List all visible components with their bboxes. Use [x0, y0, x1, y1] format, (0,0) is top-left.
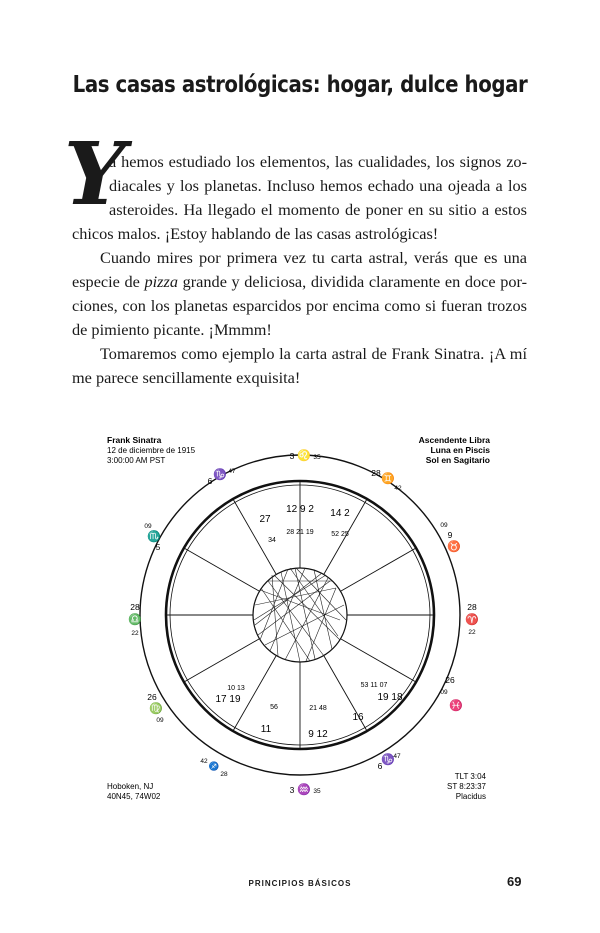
planets-bottom-right-mins: 53 11 07 [360, 682, 388, 689]
house-line [341, 548, 416, 591]
chart-date: 12 de diciembre de 1915 [107, 446, 196, 455]
cusp-leftlower-min: 09 [156, 717, 164, 724]
paragraph-1-line-1: a hemos estudiado los elementos, las cualidades, los signos zo- [109, 152, 527, 171]
planets-bottom-center-2: 9 12 [308, 729, 328, 740]
planet-placements [215, 504, 402, 740]
paragraph-2-line-2-start: especie de [72, 272, 145, 291]
cusp-rightlower-min: 09 [440, 689, 448, 696]
planets-top-center-mins: 28 21 19 [286, 529, 314, 536]
house-line [184, 548, 259, 591]
cusp-top-min: 35 [313, 454, 321, 461]
cusp-leftupper-sign: ♏ [147, 531, 161, 543]
aspect-line [260, 590, 340, 620]
paragraph-3-line-2: me parece sencillamente exquisita! [72, 368, 301, 387]
planets-bottom-right: 19 18 [377, 692, 403, 703]
chart-name: Frank Sinatra [107, 435, 162, 445]
cusp-rightupper-sign: ♉ [447, 541, 461, 553]
cusp-leftupper-deg: 5 [155, 542, 161, 552]
planets-top-right-mins: 52 25 [331, 531, 349, 538]
cusp-leftlower-deg: 26 [147, 692, 157, 702]
cusp-leftupper-min: 09 [144, 523, 152, 530]
pizza-emphasis: pizza [144, 272, 178, 291]
aspect-line [285, 578, 328, 660]
cusp-topleft-deg: 6 [207, 476, 213, 486]
planets-bottom-center: 21 48 [309, 705, 327, 712]
cusp-right-sign: ♈ [465, 614, 479, 626]
cusp-bottomleft-min: 42 [200, 758, 208, 765]
paragraph-2-line-2 [72, 271, 527, 293]
aspect-lines [254, 568, 346, 662]
planets-bottom-right-side: 16 [352, 712, 364, 723]
cusp-topleft-min: 47 [228, 468, 236, 475]
cusp-right-min: 22 [468, 629, 476, 636]
chart-tlt: TLT 3:04 [454, 772, 486, 781]
cusp-left-min: 22 [131, 630, 139, 637]
planets-bottom-left-mins: 10 13 [227, 685, 245, 692]
cusp-topright-sign: ♊ [381, 473, 395, 485]
house-lines [166, 481, 434, 749]
cusp-topright-min: 42 [394, 485, 402, 492]
chart-place: Hoboken, NJ [107, 782, 154, 791]
cusp-top-deg: 3 [289, 451, 295, 461]
cusp-left-deg: 28 [130, 602, 140, 612]
planets-bottom-mid: 11 [260, 724, 272, 735]
cusp-rightlower-sign: ♓ [449, 700, 463, 712]
aspect-line [258, 581, 330, 635]
cusp-top-sign: ♌ [297, 450, 311, 462]
cusp-bottom-sign: ♒ [297, 784, 311, 796]
cusp-topleft-sign: ♑ [213, 469, 227, 481]
cusp-leftlower-sign: ♍ [149, 703, 163, 715]
chart-moon: Luna en Piscis [430, 445, 490, 455]
sign-cusps [128, 449, 479, 796]
aspect-line [281, 572, 300, 662]
chart-system: Placidus [455, 792, 486, 801]
paragraph-1-line-4: chicos malos. ¡Estoy hablando de las casas astrológicas! [72, 224, 439, 243]
paragraph-2-line-2-end: grande y deliciosa, dividida claramente en doce por- [178, 272, 527, 291]
cusp-rightlower-deg: 26 [445, 675, 455, 685]
cusp-bottomright-sign: ♑ [381, 754, 395, 766]
paragraph-2-line-3: ciones, con los planetas esparcidos por encima como si fueran trozos [72, 296, 527, 315]
cusp-bottom-min: 35 [313, 788, 321, 795]
paragraph-1-line-3: asteroides. Ha llegado el momento de poner en su sitio a estos [109, 200, 527, 219]
planets-top-left: 27 [259, 514, 271, 525]
natal-chart [100, 430, 500, 810]
paragraph-1-line-2: diacales y los planetas. Incluso hemos echado una ojeada a los [109, 176, 527, 195]
house-line [341, 639, 416, 682]
house-line [184, 639, 259, 682]
cusp-right-deg: 28 [467, 602, 477, 612]
planets-top-center: 12 9 2 [286, 504, 314, 515]
cusp-left-sign: ♎ [128, 614, 142, 626]
cusp-topright-deg: 28 [371, 468, 381, 478]
cusp-bottom-deg: 3 [289, 785, 295, 795]
chart-sun: Sol en Sagitario [425, 455, 490, 465]
paragraph-2-line-1: Cuando mires por primera vez tu carta astral, verás que es una [100, 248, 527, 267]
page-number: 69 [507, 874, 522, 889]
drop-cap: Y [64, 124, 126, 225]
cusp-bottomleft-sign: ♐ [208, 761, 220, 771]
aspect-line [295, 568, 315, 659]
cusp-bottomright-deg: 6 [377, 761, 383, 771]
chart-st: ST 8:23:37 [447, 782, 486, 791]
footer-section-title: PRINCIPIOS BÁSICOS [248, 879, 352, 888]
cusp-rightupper-min: 09 [440, 522, 448, 529]
paragraph-2-line-4: de pimiento picante. ¡Mmmm! [72, 320, 272, 339]
planets-top-left-min: 34 [268, 537, 276, 544]
aspect-line [290, 568, 338, 636]
chart-time: 3:00:00 AM PST [107, 456, 166, 465]
chart-ascendant: Ascendente Libra [418, 435, 490, 445]
chart-coords: 40N45, 74W02 [107, 792, 161, 801]
cusp-rightupper-deg: 9 [447, 530, 453, 540]
planets-bottom-left: 17 19 [215, 694, 241, 705]
planets-top-right: 14 2 [330, 508, 350, 519]
planets-bottom-mid-min: 56 [270, 704, 278, 711]
page-title: Las casas astrológicas: hogar, dulce hogar [72, 72, 528, 98]
paragraph-3-line-1: Tomaremos como ejemplo la carta astral de Frank Sinatra. ¡A mí [100, 344, 527, 363]
cusp-bottomleft-deg: 28 [220, 771, 228, 778]
cusp-bottomright-min: 47 [393, 753, 401, 760]
